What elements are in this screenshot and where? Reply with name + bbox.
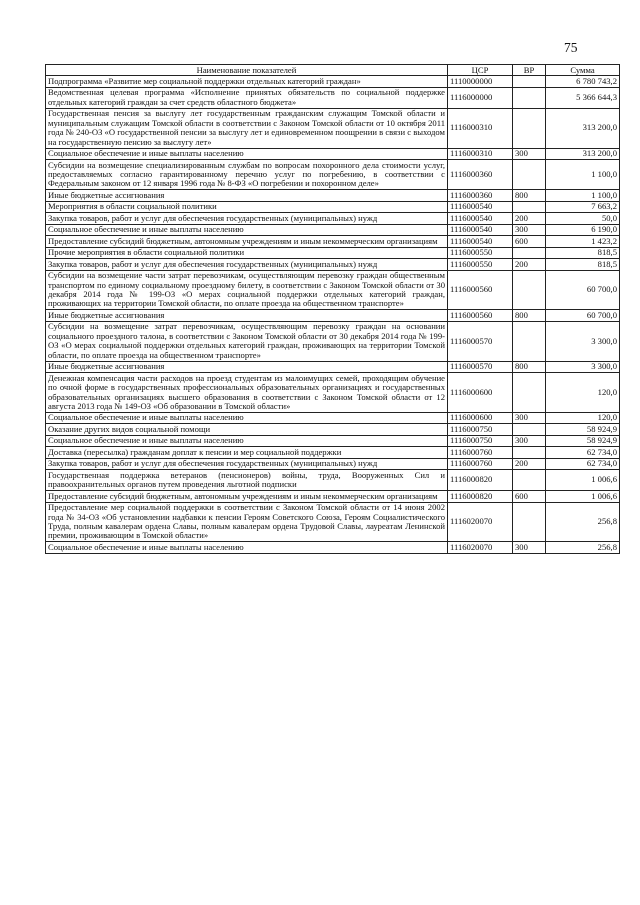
- row-vr: [513, 201, 546, 212]
- row-csr: 1116000560: [448, 310, 513, 321]
- table-row: [46, 247, 620, 258]
- row-csr: 1116000540: [448, 213, 513, 224]
- row-vr: [513, 373, 546, 413]
- row-csr: 1116000000: [448, 87, 513, 108]
- row-sum: 3 300,0: [546, 361, 620, 372]
- row-sum: 313 200,0: [546, 148, 620, 159]
- table-row: [46, 270, 620, 310]
- row-vr: [513, 470, 546, 491]
- table-row: [46, 108, 620, 148]
- table-row: [46, 542, 620, 553]
- row-vr: 300: [513, 224, 546, 235]
- row-csr: 1116000310: [448, 108, 513, 148]
- row-name: Государственная поддержка ветеранов (пенсионеров) войны, труда, Вооруженных Сил и правоохранительных органов путем проведения льготной подписки: [46, 470, 448, 491]
- row-name: Иные бюджетные ассигнования: [46, 310, 448, 321]
- row-csr: 1116000570: [448, 361, 513, 372]
- row-sum: 3 300,0: [546, 321, 620, 361]
- row-sum: 6 780 743,2: [546, 76, 620, 87]
- row-name: Субсидии на возмещение затрат перевозчикам, осуществляющим перевозку граждан на основании социального проездного талона, в соответствии с Законом Томской области от 30 декабря 2014 года № 199-ОЗ «О мерах социальной поддержки отдельных категорий граждан, проживающих на территории Томской области, по оплате проезда на общественном транспорте»: [46, 321, 448, 361]
- table-row: [46, 148, 620, 159]
- row-name: Социальное обеспечение и иные выплаты населению: [46, 412, 448, 423]
- row-sum: 6 190,0: [546, 224, 620, 235]
- row-name: Прочие мероприятия в области социальной политики: [46, 247, 448, 258]
- table-row: [46, 502, 620, 542]
- row-csr: 1116000600: [448, 373, 513, 413]
- table-row: [46, 458, 620, 469]
- row-sum: 256,8: [546, 542, 620, 553]
- row-sum: 120,0: [546, 373, 620, 413]
- row-sum: 58 924,9: [546, 424, 620, 435]
- table-row: [46, 435, 620, 446]
- row-vr: 300: [513, 412, 546, 423]
- row-name: Закупка товаров, работ и услуг для обеспечения государственных (муниципальных) нужд: [46, 213, 448, 224]
- row-vr: [513, 321, 546, 361]
- page-number: 75: [564, 40, 578, 55]
- table-row: [46, 447, 620, 458]
- row-name: Оказание других видов социальной помощи: [46, 424, 448, 435]
- row-sum: 1 006,6: [546, 491, 620, 502]
- row-name: Мероприятия в области социальной политики: [46, 201, 448, 212]
- row-sum: 50,0: [546, 213, 620, 224]
- row-csr: 1116000360: [448, 190, 513, 201]
- row-csr: 1116020070: [448, 542, 513, 553]
- row-name: Подпрограмма «Развитие мер социальной поддержки отдельных категорий граждан»: [46, 76, 448, 87]
- row-name: Социальное обеспечение и иные выплаты населению: [46, 542, 448, 553]
- row-vr: 600: [513, 236, 546, 247]
- row-csr: 1116000540: [448, 236, 513, 247]
- table-row: [46, 321, 620, 361]
- row-csr: 1116000750: [448, 424, 513, 435]
- header-vr: ВР: [513, 65, 546, 76]
- row-vr: 300: [513, 148, 546, 159]
- table-row: [46, 412, 620, 423]
- row-vr: 800: [513, 361, 546, 372]
- row-name: Закупка товаров, работ и услуг для обеспечения государственных (муниципальных) нужд: [46, 458, 448, 469]
- row-csr: 1116000540: [448, 201, 513, 212]
- table-row: [46, 491, 620, 502]
- row-vr: 800: [513, 190, 546, 201]
- row-csr: 1116000820: [448, 470, 513, 491]
- row-sum: 818,5: [546, 259, 620, 270]
- row-vr: [513, 76, 546, 87]
- table-row: [46, 236, 620, 247]
- header-csr: ЦСР: [448, 65, 513, 76]
- row-name: Денежная компенсация части расходов на проезд студентам из малоимущих семей, проходящим обучение по очной форме в государственных профессиональных образовательных организациях и государственных образовательных организациях высшего образования в соответствии с Законом Томской области от 12 августа 2013 года № 149-ОЗ «Об образовании в Томской области»: [46, 373, 448, 413]
- row-vr: [513, 247, 546, 258]
- row-csr: 1116000540: [448, 224, 513, 235]
- row-sum: 60 700,0: [546, 270, 620, 310]
- row-csr: 1116000760: [448, 447, 513, 458]
- row-vr: [513, 270, 546, 310]
- row-sum: 5 366 644,3: [546, 87, 620, 108]
- row-sum: 1 100,0: [546, 190, 620, 201]
- row-vr: 200: [513, 213, 546, 224]
- row-sum: 256,8: [546, 502, 620, 542]
- header-sum: Сумма: [546, 65, 620, 76]
- row-sum: 1 423,2: [546, 236, 620, 247]
- row-csr: 1116000560: [448, 270, 513, 310]
- row-name: Государственная пенсия за выслугу лет государственным гражданским служащим Томской области и муниципальным служащим Томской области в соответствии с Законом Томской области от 10 октября 2011 года № 240-ОЗ «О государственной пенсии за выслугу лет и единовременном поощрении в связи с выходом на государственную пенсию за выслугу лет»: [46, 108, 448, 148]
- row-name: Субсидии на возмещение части затрат перевозчикам, осуществляющим перевозку граждан общественным транспортом по единому социальному проездному билету, в соответствии с Законом Томской области от 30 декабря 2014 года № 199-ОЗ «О мерах социальной поддержки отдельных категорий граждан, проживающих на территории Томской области, по оплате проезда на общественном транспорте»: [46, 270, 448, 310]
- table-row: [46, 224, 620, 235]
- row-name: Предоставление мер социальной поддержки в соответствии с Законом Томской области от 14 июня 2002 года № 34-ОЗ «Об установлении надбавки к пенсии Героям Советского Союза, Героям Социалистического Труда, полным кавалерам ордена Славы, полным кавалерам ордена Трудовой Славы, лауреатам Ленинской премии, проживающим в Томской области»: [46, 502, 448, 542]
- row-vr: 600: [513, 491, 546, 502]
- row-sum: 62 734,0: [546, 458, 620, 469]
- row-name: Иные бюджетные ассигнования: [46, 190, 448, 201]
- row-csr: 1116000310: [448, 148, 513, 159]
- row-name: Предоставление субсидий бюджетным, автономным учреждениям и иным некоммерческим организациям: [46, 236, 448, 247]
- row-name: Субсидии на возмещение специализированным службам по вопросам похоронного дела стоимости услуг, предоставляемых согласно гарантированному перечню услуг по погребению, в соответствии с Федеральным законом от 12 января 1996 года № 8-ФЗ «О погребении и похоронном деле»: [46, 160, 448, 190]
- row-sum: 7 663,2: [546, 201, 620, 212]
- row-name: Социальное обеспечение и иные выплаты населению: [46, 148, 448, 159]
- row-sum: 60 700,0: [546, 310, 620, 321]
- row-csr: 1116000550: [448, 247, 513, 258]
- table-row: [46, 310, 620, 321]
- row-vr: 200: [513, 259, 546, 270]
- table-row: [46, 259, 620, 270]
- row-vr: 800: [513, 310, 546, 321]
- row-vr: [513, 447, 546, 458]
- table-row: [46, 373, 620, 413]
- table-row: [46, 87, 620, 108]
- table-row: [46, 424, 620, 435]
- row-csr: 1116000570: [448, 321, 513, 361]
- row-sum: 58 924,9: [546, 435, 620, 446]
- row-sum: 313 200,0: [546, 108, 620, 148]
- row-vr: [513, 87, 546, 108]
- table-row: [46, 470, 620, 491]
- table-row: [46, 201, 620, 212]
- table-row: [46, 190, 620, 201]
- row-name: Социальное обеспечение и иные выплаты населению: [46, 435, 448, 446]
- row-sum: 1 006,6: [546, 470, 620, 491]
- budget-table: [45, 64, 620, 554]
- row-name: Иные бюджетные ассигнования: [46, 361, 448, 372]
- row-vr: [513, 502, 546, 542]
- row-vr: [513, 108, 546, 148]
- table-row: [46, 361, 620, 372]
- row-name: Предоставление субсидий бюджетным, автономным учреждениям и иным некоммерческим организациям: [46, 491, 448, 502]
- table-header-row: [46, 65, 620, 76]
- row-vr: 200: [513, 458, 546, 469]
- row-vr: 300: [513, 542, 546, 553]
- header-name: Наименование показателей: [46, 65, 448, 76]
- table-row: [46, 160, 620, 190]
- row-csr: 1116000360: [448, 160, 513, 190]
- row-csr: 1116000820: [448, 491, 513, 502]
- row-vr: [513, 160, 546, 190]
- row-sum: 818,5: [546, 247, 620, 258]
- row-csr: 1116000750: [448, 435, 513, 446]
- row-name: Доставка (пересылка) гражданам доплат к пенсии и мер социальной поддержки: [46, 447, 448, 458]
- table-row: [46, 213, 620, 224]
- row-csr: 1116020070: [448, 502, 513, 542]
- row-sum: 62 734,0: [546, 447, 620, 458]
- row-csr: 1116000600: [448, 412, 513, 423]
- row-csr: 1116000550: [448, 259, 513, 270]
- row-csr: 1110000000: [448, 76, 513, 87]
- row-csr: 1116000760: [448, 458, 513, 469]
- row-sum: 120,0: [546, 412, 620, 423]
- row-name: Закупка товаров, работ и услуг для обеспечения государственных (муниципальных) нужд: [46, 259, 448, 270]
- row-vr: 300: [513, 435, 546, 446]
- row-name: Ведомственная целевая программа «Исполнение принятых обязательств по социальной поддержке отдельных категорий граждан за счет средств областного бюджета»: [46, 87, 448, 108]
- row-name: Социальное обеспечение и иные выплаты населению: [46, 224, 448, 235]
- table-row: [46, 76, 620, 87]
- row-vr: [513, 424, 546, 435]
- row-sum: 1 100,0: [546, 160, 620, 190]
